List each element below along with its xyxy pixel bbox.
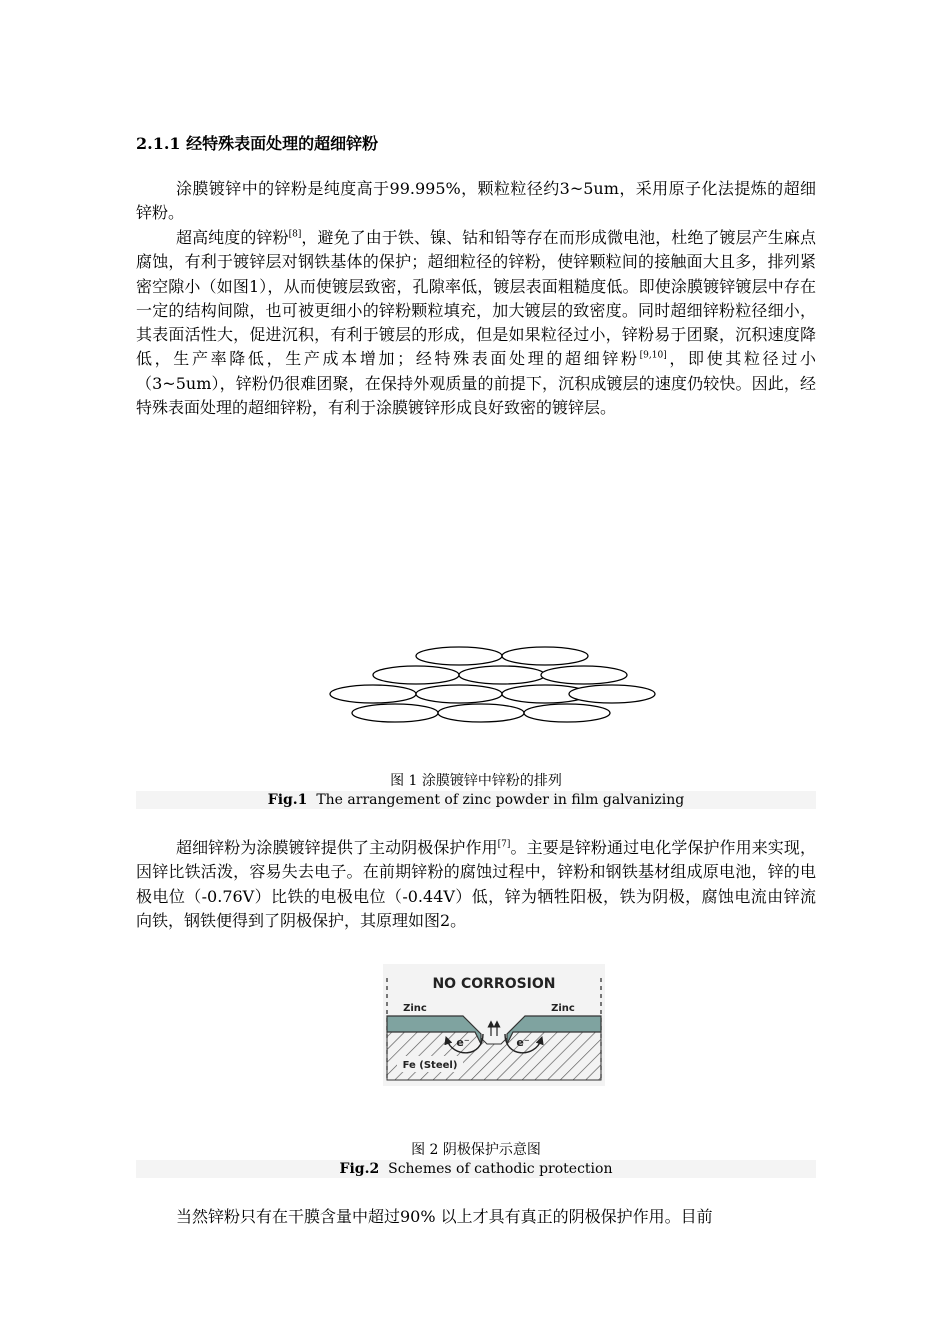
zinc-particle — [416, 647, 502, 665]
diagram-title: NO CORROSION — [432, 976, 556, 992]
zinc-particle — [438, 704, 524, 722]
paragraph-2-text-c: ，即使其粒径过小（3~5um），锌粉仍很难团聚，在保持外观质量的前提下，沉积成镀层的速度仍较快。因此，经特殊表面处理的超细锌粉，有利于涂膜镀锌形成良好致密的镀锌层。 — [136, 349, 816, 418]
steel-label: Fe (Steel) — [402, 1060, 458, 1071]
zinc-label-left: Zinc — [403, 1003, 427, 1014]
cathodic-protection-diagram — [383, 964, 605, 1086]
figure-2-caption-en-text: Schemes of cathodic protection — [379, 1161, 613, 1177]
paragraph-3-text-b: 。主要是锌粉通过电化学保护作用来实现，因锌比铁活泼，容易失去电子。在前期锌粉的腐蚀过程中，锌粉和钢铁基材组成原电池，锌的电极电位（-0.76V）比铁的电极电位（-0.44V）低，锌为牺牲阳极，铁为阴极，腐蚀电流由锌流向铁，钢铁便得到了阴极保护，其原理如图2。 — [136, 838, 816, 930]
zinc-particle — [373, 666, 459, 684]
paragraph-3-text-a: 超细锌粉为涂膜镀锌提供了主动阴极保护作用 — [176, 838, 498, 857]
citation-8: [8] — [288, 229, 302, 240]
paragraph-1 — [136, 177, 816, 226]
zinc-particle — [524, 704, 610, 722]
zinc-particle — [416, 685, 502, 703]
zinc-particle — [459, 666, 545, 684]
zinc-particle-arrangement-figure — [328, 645, 658, 727]
paragraph-4-text: 当然锌粉只有在干膜含量中超过90% 以上才具有真正的阴极保护作用。目前 — [176, 1207, 713, 1226]
figure-1-caption-en — [136, 791, 816, 809]
zinc-label-right: Zinc — [551, 1003, 575, 1014]
figure-2-caption-en — [136, 1160, 816, 1178]
citation-9-10: [9,10] — [639, 351, 667, 362]
paragraph-2 — [136, 226, 816, 420]
section-heading: 2.1.1 经特殊表面处理的超细锌粉 — [136, 134, 379, 153]
electron-label-left: e⁻ — [456, 1036, 470, 1049]
figure-2-caption-cn: 图 2 阴极保护示意图 — [411, 1142, 541, 1158]
paragraph-4 — [136, 1205, 816, 1229]
zinc-particle — [502, 647, 588, 665]
paragraph-3 — [136, 836, 816, 933]
zinc-particle — [330, 685, 416, 703]
electron-label-right: e⁻ — [516, 1036, 530, 1049]
zinc-particle — [541, 666, 627, 684]
paragraph-1-text: 涂膜镀锌中的锌粉是纯度高于99.995%，颗粒粒径约3~5um，采用原子化法提炼的超细锌粉。 — [136, 179, 816, 223]
zinc-particle — [569, 685, 655, 703]
citation-7: [7] — [497, 839, 511, 850]
paragraph-2-text-a: 超高纯度的锌粉 — [176, 228, 289, 247]
figure-1-caption-en-text: The arrangement of zinc powder in film galvanizing — [307, 792, 685, 808]
paragraph-2-text-b: ，避免了由于铁、镍、钴和铅等存在而形成微电池，杜绝了镀层产生麻点腐蚀，有利于镀锌层对钢铁基体的保护；超细粒径的锌粉，使锌颗粒间的接触面大且多，排列紧密空隙小（如图1），从而使镀层致密，孔隙率低，镀层表面粗糙度低。即使涂膜镀锌镀层中存在一定的结构间隙，也可被更细小的锌粉颗粒填充，加大镀层的致密度。同时超细锌粉粒径细小，其表面活性大，促进沉积，有利于镀层的形成，但是如果粒径过小，锌粉易于团聚，沉积速度降低，生产率降低，生产成本增加；经特殊表面处理的超细锌粉 — [136, 228, 816, 369]
figure-2-label: Fig.2 — [339, 1161, 380, 1177]
zinc-particle — [352, 704, 438, 722]
figure-1-label: Fig.1 — [267, 792, 308, 808]
figure-1-caption-cn: 图 1 涂膜镀锌中锌粉的排列 — [390, 773, 562, 789]
